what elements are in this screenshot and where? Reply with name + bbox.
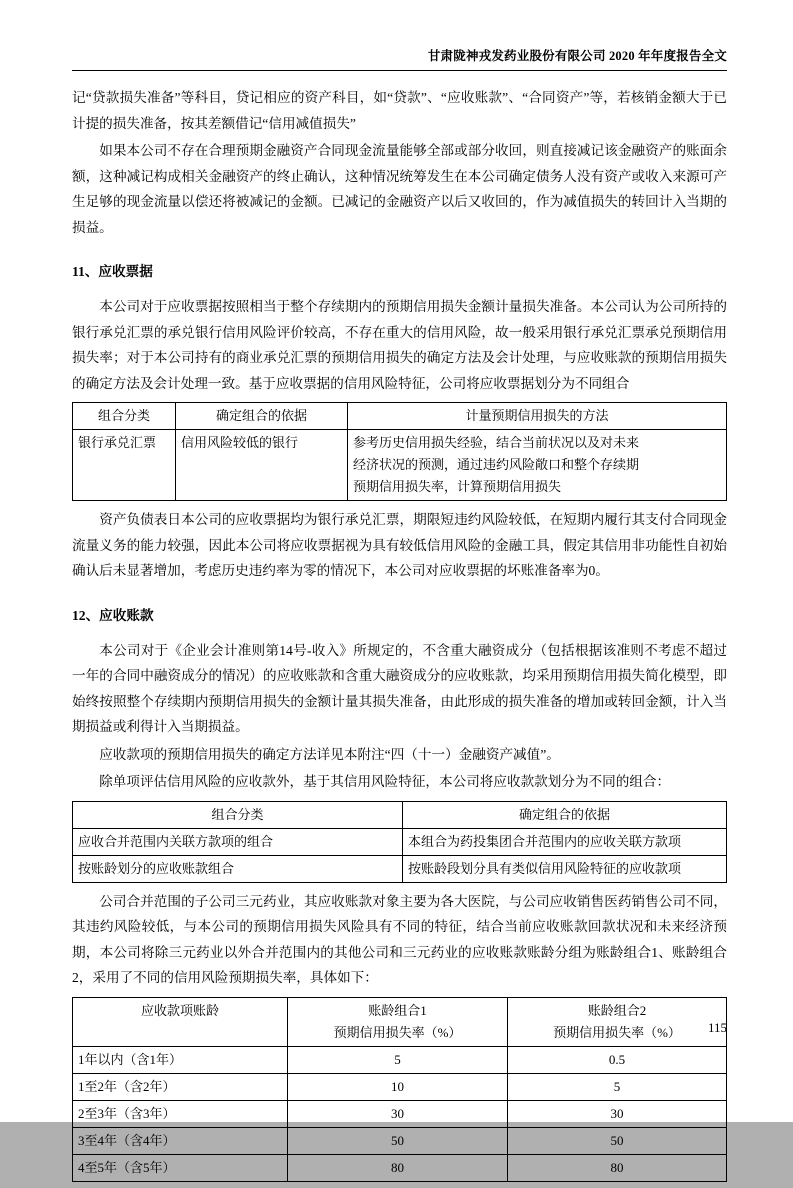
- table-row: [73, 828, 727, 855]
- table3-header-group2-line1: 账龄组合2: [587, 1002, 647, 1018]
- paragraph-8: 公司合并范围的子公司三元药业，其应收账款对象主要为各大医院，与公司应收销售医药销售公司不同，其违约风险较低，与本公司的预期信用损失风险具有不同的特征，结合当前应收账款回款状况和未来经济预期，本公司将除三元药业以外合并范围内的其他公司和三元药业的应收账款账龄分组为账龄组合1、账龄组合2，采用了不同的信用风险预期损失率，具体如下：: [72, 893, 727, 985]
- table3-cell-3-1: 50: [288, 1127, 508, 1154]
- table3-cell-3-0: 3至4年（含4年）: [73, 1127, 288, 1154]
- page-number: 115: [707, 1020, 727, 1035]
- table1-header-1: 确定组合的依据: [176, 403, 348, 430]
- table3-header-group1: [288, 997, 508, 1046]
- table3-cell-0-0: 1年以内（含1年）: [73, 1046, 288, 1073]
- aging-loss-rate-table: [72, 997, 727, 1182]
- paragraph-2: 如果本公司不存在合理预期金融资产合同现金流量能够全部或部分收回，则直接减记该金融资产的账面余额，这种减记构成相关金融资产的终止确认，这种情况统筹发生在本公司确定债务人没有资产或收入来源可产生足够的现金流量以偿还将被减记的金额。已减记的金融资产以后又收回的，作为减值损失的转回计入当期的损益。: [72, 143, 727, 235]
- paragraph-3: 本公司对于应收票据按照相当于整个存续期内的预期信用损失金额计量损失准备。本公司认为公司所持的银行承兑汇票的承兑银行信用风险评价较高，不存在重大的信用风险，故一般采用银行承兑汇票承兑预期信用损失率；对于本公司持有的商业承兑汇票的预期信用损失的确定方法及会计处理，与应收账款的预期信用损失的确定方法及会计处理一致。基于应收票据的信用风险特征，公司将应收票据划分为不同组合: [72, 299, 727, 391]
- paragraph-5: 本公司对于《企业会计准则第14号-收入》所规定的，不含重大融资成分（包括根据该准则不考虑不超过一年的合同中融资成分的情况）的应收账款和含重大融资成分的应收账款，均采用预期信用损失简化模型，即始终按照整个存续期内预期信用损失的金额计量其损失准备，由此形成的损失准备的增加或转回金额，计入当期损益或利得计入当期损益。: [72, 642, 727, 734]
- table-row: [73, 855, 727, 882]
- section-heading-11: 11、应收票据: [72, 264, 153, 279]
- page-header: 甘肃陇神戎发药业股份有限公司 2020 年年度报告全文: [427, 49, 727, 63]
- receivables-combination-table: [72, 801, 727, 883]
- table3-header-group1-line2: 预期信用损失率（%）: [333, 1024, 462, 1040]
- table1-method-line-1: 参考历史信用损失经验，结合当前状况以及对未来: [353, 435, 640, 450]
- table-row: [73, 1127, 727, 1154]
- paragraph-6: 应收款项的预期信用损失的确定方法详见本附注“四（十一）金融资产减值”。: [99, 746, 560, 762]
- table2-cell-1-1: 按账龄段划分具有类似信用风险特征的应收款项: [403, 855, 727, 882]
- table1-cell-method: [348, 430, 727, 501]
- table-header-row: [73, 997, 727, 1046]
- table3-cell-2-2: 30: [508, 1100, 727, 1127]
- header-divider: [72, 70, 727, 71]
- table3-cell-4-2: 80: [508, 1154, 727, 1181]
- table3-cell-3-2: 50: [508, 1127, 727, 1154]
- table-row: [73, 1100, 727, 1127]
- table2-header-0: 组合分类: [73, 801, 403, 828]
- table-header-row: [73, 403, 727, 430]
- table3-cell-1-1: 10: [288, 1073, 508, 1100]
- table3-header-group2: [508, 997, 727, 1046]
- table3-cell-1-0: 1至2年（含2年）: [73, 1073, 288, 1100]
- table-row: [73, 1154, 727, 1181]
- table-row: [73, 1073, 727, 1100]
- table-header-row: [73, 801, 727, 828]
- table1-method-line-2: 经济状况的预测，通过违约风险敞口和整个存续期: [353, 457, 640, 472]
- table3-header-group2-line2: 预期信用损失率（%）: [553, 1024, 681, 1040]
- table1-cell-basis: 信用风险较低的银行: [176, 430, 348, 501]
- table3-cell-0-1: 5: [288, 1046, 508, 1073]
- table1-header-2: 计量预期信用损失的方法: [348, 403, 727, 430]
- table3-cell-0-2: 0.5: [508, 1046, 727, 1073]
- notes-receivable-table: [72, 402, 727, 501]
- table3-cell-4-0: 4至5年（含5年）: [73, 1154, 288, 1181]
- table3-header-aging: 应收款项账龄: [73, 997, 288, 1046]
- table3-header-group1-line1: 账龄组合1: [368, 1002, 427, 1018]
- table2-cell-0-0: 应收合并范围内关联方款项的组合: [73, 828, 403, 855]
- paragraph-1: 记“贷款损失准备”等科目，贷记相应的资产科目，如“贷款”、“应收账款”、“合同资产”等，若核销金额大于已计提的损失准备，按其差额借记“信用减值损失”: [72, 90, 727, 131]
- table1-header-0: 组合分类: [73, 403, 176, 430]
- table3-cell-1-2: 5: [508, 1073, 727, 1100]
- table1-cell-category: 银行承兑汇票: [73, 430, 176, 501]
- table3-cell-2-0: 2至3年（含3年）: [73, 1100, 288, 1127]
- table2-header-1: 确定组合的依据: [403, 801, 727, 828]
- table-row: [73, 1046, 727, 1073]
- table3-cell-2-1: 30: [288, 1100, 508, 1127]
- paragraph-4: 资产负债表日本公司的应收票据均为银行承兑汇票，期限短违约风险较低，在短期内履行其支付合同现金流量义务的能力较强，因此本公司将应收票据视为具有较低信用风险的金融工具，假定其信用非功能性自初始确认后未显著增加，考虑历史违约率为零的情况下，本公司对应收票据的坏账准备率为0。: [72, 512, 727, 578]
- section-heading-12: 12、应收账款: [72, 607, 154, 623]
- table-row: [73, 430, 727, 501]
- paragraph-7: 除单项评估信用风险的应收款外，基于其信用风险特征，本公司将应收款款划分为不同的组合：: [99, 774, 671, 789]
- table2-cell-0-1: 本组合为药投集团合并范围内的应收关联方款项: [403, 828, 727, 855]
- page-content: [72, 46, 727, 1188]
- table1-method-line-3: 预期信用损失率，计算预期信用损失: [353, 479, 562, 494]
- table2-cell-1-0: 按账龄划分的应收账款组合: [73, 855, 403, 882]
- table3-cell-4-1: 80: [288, 1154, 508, 1181]
